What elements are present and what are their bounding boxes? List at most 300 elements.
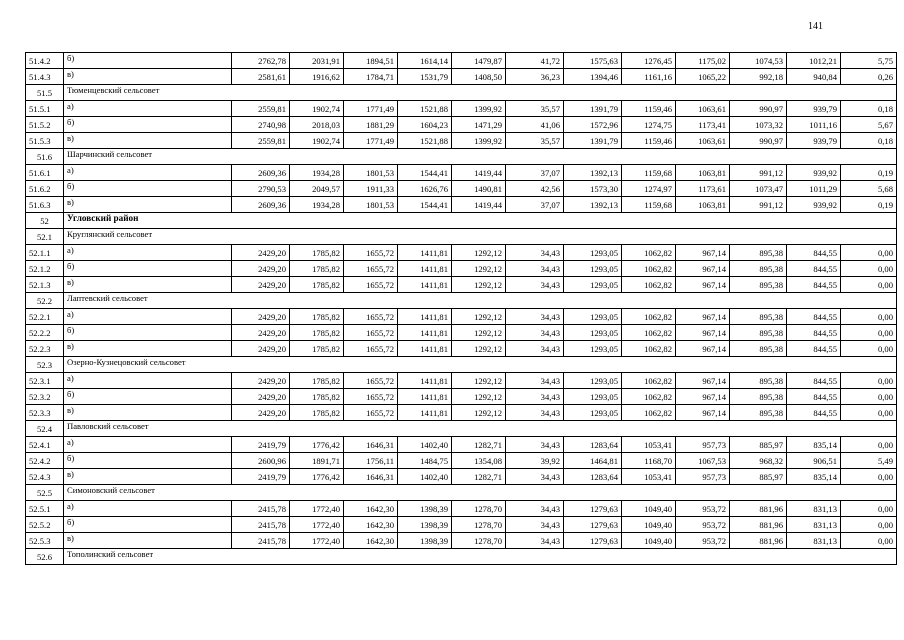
table-row [26, 453, 897, 469]
value-cell: 2559,81 [232, 133, 290, 149]
value-cell: 1274,97 [622, 181, 676, 197]
value-cell: 2429,20 [232, 277, 290, 293]
row-letter: а) [64, 309, 232, 325]
value-cell: 34,43 [506, 469, 564, 485]
value-cell: 939,79 [787, 133, 841, 149]
value-cell: 1049,40 [622, 517, 676, 533]
row-code: 52.6 [26, 549, 64, 565]
value-cell: 2609,36 [232, 165, 290, 181]
value-cell: 1544,41 [398, 197, 452, 213]
table-row [26, 101, 897, 117]
value-cell: 37,07 [506, 197, 564, 213]
value-cell: 1655,72 [344, 373, 398, 389]
value-cell: 881,96 [730, 501, 787, 517]
value-cell: 1293,05 [564, 245, 622, 261]
row-code: 52.5.3 [26, 533, 64, 549]
value-cell: 1784,71 [344, 69, 398, 85]
value-cell: 5,49 [841, 453, 897, 469]
value-cell: 1062,82 [622, 341, 676, 357]
value-cell: 991,12 [730, 165, 787, 181]
settlement-name: Круглянский сельсовет [64, 229, 897, 245]
value-cell: 1173,61 [676, 181, 730, 197]
value-cell: 2415,78 [232, 517, 290, 533]
value-cell: 1293,05 [564, 325, 622, 341]
value-cell: 1293,05 [564, 341, 622, 357]
value-cell: 1655,72 [344, 405, 398, 421]
value-cell: 2419,79 [232, 469, 290, 485]
value-cell: 1292,12 [452, 341, 506, 357]
value-cell: 1011,29 [787, 181, 841, 197]
value-cell: 1902,74 [290, 101, 344, 117]
value-cell: 1785,82 [290, 389, 344, 405]
table-row [26, 389, 897, 405]
value-cell: 34,43 [506, 261, 564, 277]
value-cell: 34,43 [506, 533, 564, 549]
value-cell: 1646,31 [344, 469, 398, 485]
value-cell: 844,55 [787, 373, 841, 389]
value-cell: 844,55 [787, 277, 841, 293]
value-cell: 0,00 [841, 325, 897, 341]
value-cell: 1398,39 [398, 501, 452, 517]
value-cell: 1411,81 [398, 245, 452, 261]
value-cell: 1655,72 [344, 325, 398, 341]
value-cell: 0,26 [841, 69, 897, 85]
value-cell: 895,38 [730, 405, 787, 421]
value-cell: 5,75 [841, 53, 897, 69]
value-cell: 1785,82 [290, 277, 344, 293]
value-cell: 0,00 [841, 277, 897, 293]
value-cell: 34,43 [506, 517, 564, 533]
value-cell: 1073,32 [730, 117, 787, 133]
value-cell: 1274,75 [622, 117, 676, 133]
value-cell: 1894,51 [344, 53, 398, 69]
value-cell: 1785,82 [290, 373, 344, 389]
value-cell: 968,32 [730, 453, 787, 469]
value-cell: 895,38 [730, 309, 787, 325]
value-cell: 1062,82 [622, 405, 676, 421]
value-cell: 1067,53 [676, 453, 730, 469]
settlement-name: Тюменцевский сельсовет [64, 85, 897, 101]
value-cell: 957,73 [676, 469, 730, 485]
row-code: 52 [26, 213, 64, 229]
value-cell: 34,43 [506, 325, 564, 341]
table-row [26, 373, 897, 389]
value-cell: 1159,68 [622, 165, 676, 181]
value-cell: 1544,41 [398, 165, 452, 181]
table-row [26, 533, 897, 549]
value-cell: 1411,81 [398, 309, 452, 325]
row-code: 52.3 [26, 357, 64, 373]
value-cell: 939,79 [787, 101, 841, 117]
row-code: 52.4.3 [26, 469, 64, 485]
value-cell: 1575,63 [564, 53, 622, 69]
value-cell: 1159,46 [622, 133, 676, 149]
settlement-name: Лаптевский сельсовет [64, 293, 897, 309]
value-cell: 844,55 [787, 245, 841, 261]
value-cell: 2740,98 [232, 117, 290, 133]
table-row [26, 165, 897, 181]
value-cell: 1408,50 [452, 69, 506, 85]
value-cell: 1283,64 [564, 469, 622, 485]
value-cell: 992,18 [730, 69, 787, 85]
value-cell: 5,68 [841, 181, 897, 197]
value-cell: 1293,05 [564, 389, 622, 405]
value-cell: 1521,88 [398, 133, 452, 149]
value-cell: 2429,20 [232, 309, 290, 325]
value-cell: 1049,40 [622, 533, 676, 549]
value-cell: 953,72 [676, 517, 730, 533]
value-cell: 1916,62 [290, 69, 344, 85]
row-letter: а) [64, 501, 232, 517]
row-code: 52.1 [26, 229, 64, 245]
value-cell: 1278,70 [452, 533, 506, 549]
value-cell: 34,43 [506, 341, 564, 357]
value-cell: 967,14 [676, 373, 730, 389]
value-cell: 1881,29 [344, 117, 398, 133]
value-cell: 34,43 [506, 245, 564, 261]
row-code: 52.3.2 [26, 389, 64, 405]
value-cell: 1279,63 [564, 517, 622, 533]
value-cell: 1642,30 [344, 517, 398, 533]
district-name: Угловский район [64, 213, 897, 229]
value-cell: 1391,79 [564, 101, 622, 117]
value-cell: 1065,22 [676, 69, 730, 85]
value-cell: 1062,82 [622, 389, 676, 405]
value-cell: 0,00 [841, 469, 897, 485]
value-cell: 0,18 [841, 101, 897, 117]
value-cell: 967,14 [676, 405, 730, 421]
table-row [26, 517, 897, 533]
value-cell: 1293,05 [564, 309, 622, 325]
row-letter: в) [64, 405, 232, 421]
value-cell: 1655,72 [344, 341, 398, 357]
value-cell: 1175,02 [676, 53, 730, 69]
value-cell: 1049,40 [622, 501, 676, 517]
value-cell: 1490,81 [452, 181, 506, 197]
section-row [26, 485, 897, 501]
table-row [26, 501, 897, 517]
value-cell: 844,55 [787, 309, 841, 325]
value-cell: 2415,78 [232, 533, 290, 549]
value-cell: 1074,53 [730, 53, 787, 69]
value-cell: 1292,12 [452, 373, 506, 389]
value-cell: 1392,13 [564, 197, 622, 213]
value-cell: 991,12 [730, 197, 787, 213]
value-cell: 39,92 [506, 453, 564, 469]
value-cell: 0,18 [841, 133, 897, 149]
row-code: 51.6.1 [26, 165, 64, 181]
value-cell: 967,14 [676, 341, 730, 357]
value-cell: 1062,82 [622, 261, 676, 277]
value-cell: 1391,79 [564, 133, 622, 149]
row-code: 52.2 [26, 293, 64, 309]
row-code: 52.5.1 [26, 501, 64, 517]
value-cell: 0,19 [841, 197, 897, 213]
value-cell: 1655,72 [344, 277, 398, 293]
value-cell: 1471,29 [452, 117, 506, 133]
value-cell: 0,00 [841, 261, 897, 277]
value-cell: 1464,81 [564, 453, 622, 469]
value-cell: 1062,82 [622, 245, 676, 261]
value-cell: 1771,49 [344, 133, 398, 149]
row-code: 52.4 [26, 421, 64, 437]
value-cell: 1776,42 [290, 469, 344, 485]
value-cell: 41,06 [506, 117, 564, 133]
value-cell: 939,92 [787, 197, 841, 213]
row-code: 52.2.1 [26, 309, 64, 325]
value-cell: 1011,16 [787, 117, 841, 133]
row-letter: б) [64, 181, 232, 197]
value-cell: 1771,49 [344, 101, 398, 117]
value-cell: 1411,81 [398, 341, 452, 357]
value-cell: 0,00 [841, 517, 897, 533]
value-cell: 1062,82 [622, 325, 676, 341]
value-cell: 1161,16 [622, 69, 676, 85]
section-row [26, 549, 897, 565]
row-letter: а) [64, 437, 232, 453]
value-cell: 1911,33 [344, 181, 398, 197]
value-cell: 1282,71 [452, 437, 506, 453]
value-cell: 906,51 [787, 453, 841, 469]
table-row [26, 53, 897, 69]
value-cell: 2559,81 [232, 101, 290, 117]
value-cell: 1655,72 [344, 389, 398, 405]
row-code: 52.1.1 [26, 245, 64, 261]
value-cell: 2429,20 [232, 389, 290, 405]
row-letter: б) [64, 117, 232, 133]
value-cell: 1394,46 [564, 69, 622, 85]
value-cell: 2429,20 [232, 405, 290, 421]
value-cell: 1411,81 [398, 277, 452, 293]
value-cell: 844,55 [787, 261, 841, 277]
settlement-name: Симоновский сельсовет [64, 485, 897, 501]
value-cell: 0,00 [841, 373, 897, 389]
value-cell: 1278,70 [452, 517, 506, 533]
value-cell: 881,96 [730, 517, 787, 533]
value-cell: 953,72 [676, 501, 730, 517]
value-cell: 831,13 [787, 517, 841, 533]
row-letter: в) [64, 341, 232, 357]
value-cell: 1293,05 [564, 261, 622, 277]
row-code: 52.3.3 [26, 405, 64, 421]
value-cell: 34,43 [506, 389, 564, 405]
value-cell: 1278,70 [452, 501, 506, 517]
section-row [26, 149, 897, 165]
value-cell: 895,38 [730, 245, 787, 261]
value-cell: 42,56 [506, 181, 564, 197]
row-letter: а) [64, 165, 232, 181]
row-code: 52.2.3 [26, 341, 64, 357]
value-cell: 1776,42 [290, 437, 344, 453]
value-cell: 1655,72 [344, 309, 398, 325]
value-cell: 2429,20 [232, 373, 290, 389]
value-cell: 1785,82 [290, 245, 344, 261]
value-cell: 967,14 [676, 309, 730, 325]
row-letter: а) [64, 101, 232, 117]
value-cell: 1785,82 [290, 405, 344, 421]
value-cell: 2429,20 [232, 325, 290, 341]
value-cell: 1646,31 [344, 437, 398, 453]
value-cell: 1521,88 [398, 101, 452, 117]
value-cell: 1063,61 [676, 101, 730, 117]
value-cell: 1772,40 [290, 533, 344, 549]
value-cell: 1934,28 [290, 197, 344, 213]
value-cell: 1772,40 [290, 517, 344, 533]
value-cell: 2429,20 [232, 261, 290, 277]
value-cell: 1785,82 [290, 341, 344, 357]
value-cell: 1292,12 [452, 277, 506, 293]
value-cell: 34,43 [506, 405, 564, 421]
value-cell: 2609,36 [232, 197, 290, 213]
value-cell: 1053,41 [622, 437, 676, 453]
value-cell: 1411,81 [398, 373, 452, 389]
table-row [26, 341, 897, 357]
value-cell: 1479,87 [452, 53, 506, 69]
value-cell: 1411,81 [398, 389, 452, 405]
row-letter: в) [64, 197, 232, 213]
value-cell: 36,23 [506, 69, 564, 85]
value-cell: 844,55 [787, 341, 841, 357]
value-cell: 1276,45 [622, 53, 676, 69]
row-letter: а) [64, 373, 232, 389]
table-row [26, 405, 897, 421]
value-cell: 1168,70 [622, 453, 676, 469]
row-code: 51.6.2 [26, 181, 64, 197]
value-cell: 1626,76 [398, 181, 452, 197]
value-cell: 1419,44 [452, 197, 506, 213]
value-cell: 967,14 [676, 277, 730, 293]
value-cell: 1902,74 [290, 133, 344, 149]
row-letter: б) [64, 389, 232, 405]
row-letter: б) [64, 325, 232, 341]
value-cell: 1293,05 [564, 373, 622, 389]
value-cell: 1772,40 [290, 501, 344, 517]
settlement-name: Тополинский сельсовет [64, 549, 897, 565]
value-cell: 2419,79 [232, 437, 290, 453]
value-cell: 1398,39 [398, 517, 452, 533]
section-row [26, 85, 897, 101]
row-code: 51.6 [26, 149, 64, 165]
value-cell: 895,38 [730, 341, 787, 357]
settlement-name: Павловский сельсовет [64, 421, 897, 437]
value-cell: 1642,30 [344, 501, 398, 517]
value-cell: 967,14 [676, 245, 730, 261]
table-row [26, 245, 897, 261]
value-cell: 34,43 [506, 501, 564, 517]
value-cell: 990,97 [730, 133, 787, 149]
section-row [26, 229, 897, 245]
value-cell: 2581,61 [232, 69, 290, 85]
value-cell: 1292,12 [452, 245, 506, 261]
value-cell: 1604,23 [398, 117, 452, 133]
value-cell: 41,72 [506, 53, 564, 69]
value-cell: 1419,44 [452, 165, 506, 181]
value-cell: 1785,82 [290, 309, 344, 325]
value-cell: 1292,12 [452, 325, 506, 341]
row-code: 51.6.3 [26, 197, 64, 213]
value-cell: 1293,05 [564, 277, 622, 293]
value-cell: 1399,92 [452, 133, 506, 149]
value-cell: 2429,20 [232, 341, 290, 357]
value-cell: 1282,71 [452, 469, 506, 485]
value-cell: 885,97 [730, 469, 787, 485]
row-code: 52.5.2 [26, 517, 64, 533]
value-cell: 1614,14 [398, 53, 452, 69]
row-code: 51.4.2 [26, 53, 64, 69]
value-cell: 2600,96 [232, 453, 290, 469]
value-cell: 895,38 [730, 325, 787, 341]
value-cell: 939,92 [787, 165, 841, 181]
value-cell: 967,14 [676, 325, 730, 341]
value-cell: 831,13 [787, 501, 841, 517]
value-cell: 957,73 [676, 437, 730, 453]
table-row [26, 469, 897, 485]
value-cell: 1062,82 [622, 277, 676, 293]
value-cell: 1572,96 [564, 117, 622, 133]
value-cell: 37,07 [506, 165, 564, 181]
value-cell: 2031,91 [290, 53, 344, 69]
value-cell: 1292,12 [452, 309, 506, 325]
row-code: 52.4.1 [26, 437, 64, 453]
section-row [26, 357, 897, 373]
value-cell: 881,96 [730, 533, 787, 549]
row-letter: в) [64, 69, 232, 85]
row-letter: в) [64, 533, 232, 549]
section-row [26, 213, 897, 229]
row-code: 52.2.2 [26, 325, 64, 341]
row-letter: в) [64, 277, 232, 293]
value-cell: 0,00 [841, 501, 897, 517]
row-letter: в) [64, 133, 232, 149]
row-code: 51.5 [26, 85, 64, 101]
value-cell: 1159,46 [622, 101, 676, 117]
value-cell: 34,43 [506, 437, 564, 453]
value-cell: 1012,21 [787, 53, 841, 69]
value-cell: 1785,82 [290, 261, 344, 277]
value-cell: 1411,81 [398, 405, 452, 421]
value-cell: 1392,13 [564, 165, 622, 181]
row-letter: а) [64, 245, 232, 261]
row-letter: б) [64, 261, 232, 277]
row-code: 51.4.3 [26, 69, 64, 85]
value-cell: 34,43 [506, 373, 564, 389]
row-code: 52.4.2 [26, 453, 64, 469]
value-cell: 1292,12 [452, 405, 506, 421]
value-cell: 1402,40 [398, 437, 452, 453]
value-cell: 35,57 [506, 133, 564, 149]
value-cell: 885,97 [730, 437, 787, 453]
value-cell: 844,55 [787, 389, 841, 405]
value-cell: 1053,41 [622, 469, 676, 485]
value-cell: 0,00 [841, 533, 897, 549]
page-number: 141 [808, 21, 823, 32]
value-cell: 0,00 [841, 245, 897, 261]
value-cell: 1279,63 [564, 533, 622, 549]
value-cell: 1063,81 [676, 197, 730, 213]
table-row [26, 69, 897, 85]
value-cell: 0,19 [841, 165, 897, 181]
value-cell: 1411,81 [398, 261, 452, 277]
value-cell: 35,57 [506, 101, 564, 117]
value-cell: 2018,03 [290, 117, 344, 133]
value-cell: 1801,53 [344, 197, 398, 213]
value-cell: 953,72 [676, 533, 730, 549]
value-cell: 895,38 [730, 389, 787, 405]
value-cell: 1785,82 [290, 325, 344, 341]
value-cell: 1756,11 [344, 453, 398, 469]
row-code: 52.5 [26, 485, 64, 501]
value-cell: 34,43 [506, 309, 564, 325]
